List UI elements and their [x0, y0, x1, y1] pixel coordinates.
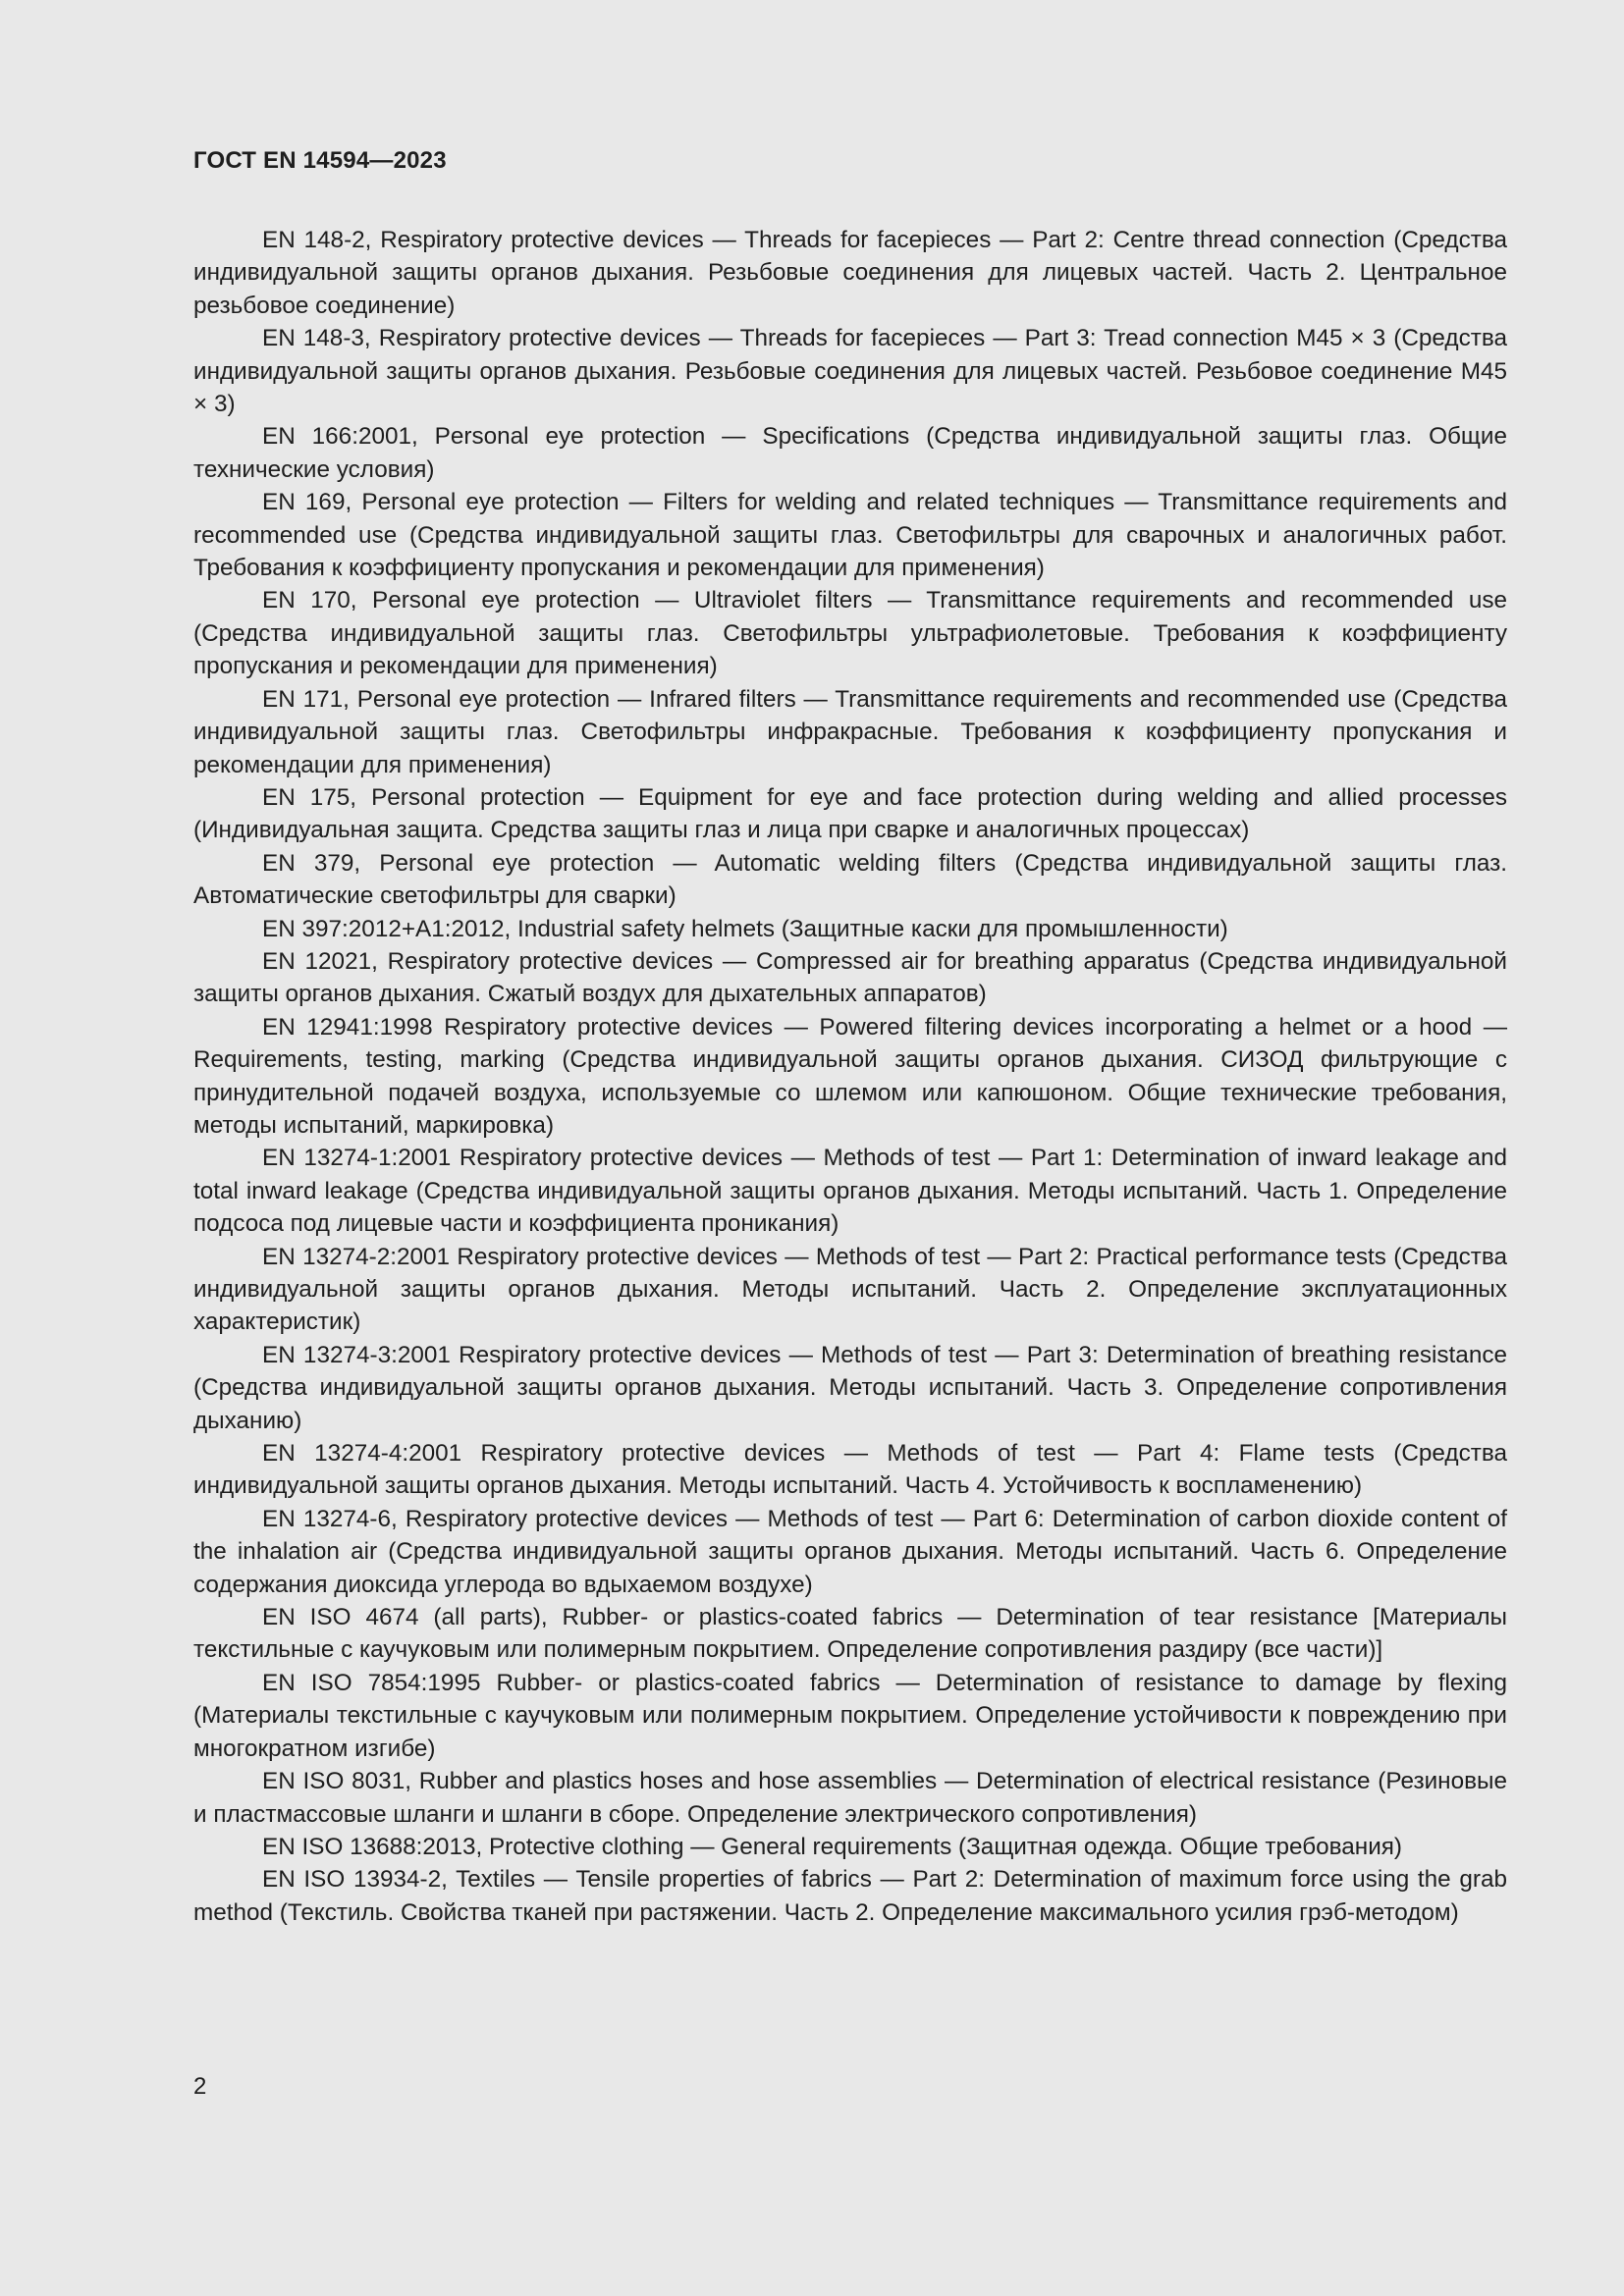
- reference-en-iso-13688: EN ISO 13688:2013, Protective clothing — General requirements (Защитная одежда. Общие требования): [262, 1833, 1403, 1860]
- reference-en-13274-4: EN 13274-4:2001 Respiratory protective devices — Methods of test — Part 4: Flame tests (Средства индивидуальной защиты органов дыхания. Методы испытаний. Часть 4. Устойчивость к воспламенению): [193, 1440, 1507, 1500]
- reference-en-iso-4674: EN ISO 4674 (all parts), Rubber- or plastics-coated fabrics — Determination of tear resistance [Материалы текстильные с каучуковым или полимерным покрытием. Определение сопротивления раздиру (все части)]: [193, 1604, 1507, 1664]
- reference-en-12941: EN 12941:1998 Respiratory protective devices — Powered filtering devices incorporating a helmet or a hood — Requirements, testing, marking (Средства индивидуальной защиты органов дыхания. СИЗОД фильтрующие с принудительной подачей воздуха, используемые со шлемом или капюшоном. Общие технические требования, методы испытаний, маркировка): [193, 1013, 1507, 1139]
- reference-en-166: EN 166:2001, Personal eye protection — Specifications (Средства индивидуальной защиты глаз. Общие технические условия): [193, 423, 1507, 483]
- reference-en-175: EN 175, Personal protection — Equipment for eye and face protection during welding and allied processes (Индивидуальная защита. Средства защиты глаз и лица при сварке и аналогичных процессах): [193, 783, 1507, 844]
- reference-en-397: EN 397:2012+A1:2012, Industrial safety helmets (Защитные каски для промышленности): [262, 915, 1228, 942]
- reference-en-379: EN 379, Personal eye protection — Automatic welding filters (Средства индивидуальной защиты глаз. Автоматические светофильтры для сварки): [193, 849, 1507, 910]
- reference-en-iso-8031: EN ISO 8031, Rubber and plastics hoses and hose assemblies — Determination of electrical resistance (Резиновые и пластмассовые шланги и шланги в сборе. Определение электрического сопротивления): [193, 1768, 1507, 1828]
- reference-en-13274-6: EN 13274-6, Respiratory protective devices — Methods of test — Part 6: Determination of carbon dioxide content of the inhalation air (Средства индивидуальной защиты органов дыхания. Методы испытаний. Часть 6. Определение содержания диоксида углерода во вдыхаемом воздухе): [193, 1505, 1507, 1598]
- reference-en-170: EN 170, Personal eye protection — Ultraviolet filters — Transmittance requirements and recommended use (Средства индивидуальной защиты глаз. Светофильтры ультрафиолетовые. Требования к коэффициенту пропускания и рекомендации для применения): [193, 587, 1507, 680]
- reference-en-169: EN 169, Personal eye protection — Filters for welding and related techniques — Transmittance requirements and recommended use (Средства индивидуальной защиты глаз. Светофильтры для сварочных и аналогичных работ. Требования к коэффициенту пропускания и рекомендации для применения): [193, 489, 1507, 582]
- page-number: 2: [193, 2073, 207, 2100]
- reference-en-171: EN 171, Personal eye protection — Infrared filters — Transmittance requirements and recommended use (Средства индивидуальной защиты глаз. Светофильтры инфракрасные. Требования к коэффициенту пропускания и рекомендации для применения): [193, 685, 1507, 778]
- reference-en-iso-13934-2: EN ISO 13934-2, Textiles — Tensile properties of fabrics — Part 2: Determination of maximum force using the grab method (Текстиль. Свойства тканей при растяжении. Часть 2. Определение максимального усилия грэб-методом): [193, 1866, 1507, 1926]
- reference-en-12021: EN 12021, Respiratory protective devices — Compressed air for breathing apparatus (Средства индивидуальной защиты органов дыхания. Сжатый воздух для дыхательных аппаратов): [193, 947, 1507, 1008]
- reference-en-148-2: EN 148-2, Respiratory protective devices — Threads for facepieces — Part 2: Centre thread connection (Средства индивидуальной защиты органов дыхания. Резьбовые соединения для лицевых частей. Часть 2. Центральное резьбовое соединение): [193, 227, 1507, 319]
- reference-en-148-3: EN 148-3, Respiratory protective devices — Threads for facepieces — Part 3: Tread connection M45 × 3 (Средства индивидуальной защиты органов дыхания. Резьбовые соединения для лицевых частей. Резьбовое соединение M45 × 3): [193, 325, 1507, 418]
- reference-en-13274-3: EN 13274-3:2001 Respiratory protective devices — Methods of test — Part 3: Determination of breathing resistance (Средства индивидуальной защиты органов дыхания. Методы испытаний. Часть 3. Определение сопротивления дыханию): [193, 1341, 1507, 1434]
- normative-references-list: [193, 224, 1507, 1929]
- reference-en-13274-1: EN 13274-1:2001 Respiratory protective devices — Methods of test — Part 1: Determination of inward leakage and total inward leakage (Средства индивидуальной защиты органов дыхания. Методы испытаний. Часть 1. Определение подсоса под лицевые части и коэффициента проникания): [193, 1145, 1507, 1238]
- reference-en-13274-2: EN 13274-2:2001 Respiratory protective devices — Methods of test — Part 2: Practical performance tests (Средства индивидуальной защиты органов дыхания. Методы испытаний. Часть 2. Определение эксплуатационных характеристик): [193, 1243, 1507, 1336]
- document-header: ГОСТ EN 14594—2023: [193, 147, 447, 174]
- reference-en-iso-7854: EN ISO 7854:1995 Rubber- or plastics-coated fabrics — Determination of resistance to damage by flexing (Материалы текстильные с каучуковым или полимерным покрытием. Определение устойчивости к повреждению при многократном изгибе): [193, 1669, 1507, 1762]
